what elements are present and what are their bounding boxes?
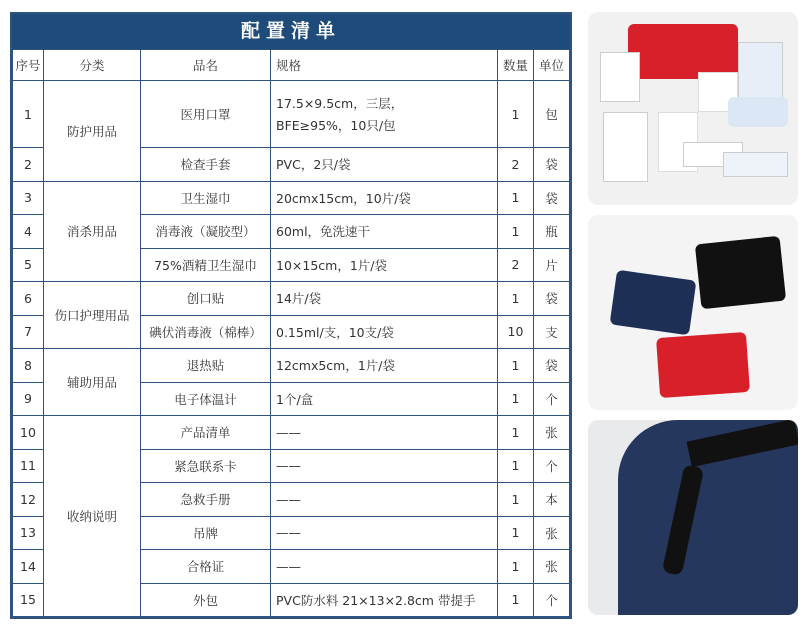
row-unit: 本	[534, 483, 570, 517]
row-name: 创口贴	[141, 282, 271, 316]
row-no: 8	[13, 349, 44, 383]
table-row	[13, 181, 570, 215]
row-qty: 1	[498, 449, 534, 483]
row-no: 6	[13, 282, 44, 316]
row-no: 13	[13, 516, 44, 550]
row-name: 医用口罩	[141, 81, 271, 148]
row-name: 紧急联系卡	[141, 449, 271, 483]
row-qty: 1	[498, 550, 534, 584]
row-name: 碘伏消毒液（棉棒）	[141, 315, 271, 349]
row-unit: 片	[534, 248, 570, 282]
row-unit: 张	[534, 516, 570, 550]
kit-contents-photo	[588, 12, 798, 205]
header-spec: 规格	[271, 50, 498, 81]
row-unit: 袋	[534, 181, 570, 215]
row-unit: 个	[534, 382, 570, 416]
row-spec: 12cmx5cm，1片/袋	[271, 349, 498, 383]
row-spec: ——	[271, 550, 498, 584]
row-name: 电子体温计	[141, 382, 271, 416]
row-spec	[271, 81, 498, 148]
row-qty: 1	[498, 349, 534, 383]
spec-line: 17.5×9.5cm，三层，	[276, 96, 404, 111]
row-name: 退热贴	[141, 349, 271, 383]
row-spec: ——	[271, 449, 498, 483]
row-spec: 60ml，免洗速干	[271, 215, 498, 249]
row-name: 吊牌	[141, 516, 271, 550]
row-no: 9	[13, 382, 44, 416]
row-qty: 1	[498, 516, 534, 550]
table-title: 配置清单	[12, 14, 570, 49]
row-unit: 瓶	[534, 215, 570, 249]
table-row	[13, 282, 570, 316]
row-spec: ——	[271, 516, 498, 550]
row-unit: 袋	[534, 282, 570, 316]
row-qty: 1	[498, 382, 534, 416]
row-unit: 包	[534, 81, 570, 148]
row-qty: 2	[498, 248, 534, 282]
row-unit: 袋	[534, 349, 570, 383]
spec-line: BFE≥95%，10只/包	[276, 118, 396, 133]
row-unit: 张	[534, 416, 570, 450]
row-unit: 张	[534, 550, 570, 584]
config-list-table	[10, 12, 572, 619]
row-no: 15	[13, 583, 44, 617]
row-qty: 1	[498, 215, 534, 249]
row-no: 1	[13, 81, 44, 148]
zipper-closeup-photo	[588, 420, 798, 615]
row-no: 3	[13, 181, 44, 215]
row-spec: 1个/盒	[271, 382, 498, 416]
header-no: 序号	[13, 50, 44, 81]
row-no: 4	[13, 215, 44, 249]
row-name: 消毒液（凝胶型）	[141, 215, 271, 249]
row-spec: ——	[271, 483, 498, 517]
row-name: 外包	[141, 583, 271, 617]
header-qty: 数量	[498, 50, 534, 81]
row-spec: 20cmx15cm，10片/袋	[271, 181, 498, 215]
row-unit: 个	[534, 583, 570, 617]
row-name: 检查手套	[141, 148, 271, 182]
row-qty: 1	[498, 583, 534, 617]
header-unit: 单位	[534, 50, 570, 81]
row-no: 10	[13, 416, 44, 450]
row-no: 12	[13, 483, 44, 517]
row-no: 2	[13, 148, 44, 182]
row-category: 伤口护理用品	[44, 282, 141, 349]
bags-photo	[588, 215, 798, 410]
row-spec: 10×15cm，1片/袋	[271, 248, 498, 282]
row-qty: 1	[498, 282, 534, 316]
table-row	[13, 349, 570, 383]
header-name: 品名	[141, 50, 271, 81]
table-row	[13, 81, 570, 148]
row-name: 卫生湿巾	[141, 181, 271, 215]
row-category: 收纳说明	[44, 416, 141, 617]
row-no: 5	[13, 248, 44, 282]
row-qty: 10	[498, 315, 534, 349]
row-spec: PVC防水料 21×13×2.8cm 带提手	[271, 583, 498, 617]
row-unit: 袋	[534, 148, 570, 182]
row-unit: 个	[534, 449, 570, 483]
row-no: 14	[13, 550, 44, 584]
header-row	[13, 50, 570, 81]
row-name: 75%酒精卫生湿巾	[141, 248, 271, 282]
row-category: 辅助用品	[44, 349, 141, 416]
row-name: 合格证	[141, 550, 271, 584]
row-qty: 2	[498, 148, 534, 182]
row-qty: 1	[498, 416, 534, 450]
row-category: 消杀用品	[44, 181, 141, 282]
row-qty: 1	[498, 181, 534, 215]
row-spec: 0.15ml/支，10支/袋	[271, 315, 498, 349]
header-category: 分类	[44, 50, 141, 81]
row-spec: PVC，2只/袋	[271, 148, 498, 182]
row-qty: 1	[498, 483, 534, 517]
row-spec: ——	[271, 416, 498, 450]
table-row	[13, 416, 570, 450]
row-name: 急救手册	[141, 483, 271, 517]
row-qty: 1	[498, 81, 534, 148]
row-unit: 支	[534, 315, 570, 349]
row-spec: 14片/袋	[271, 282, 498, 316]
row-no: 7	[13, 315, 44, 349]
row-category: 防护用品	[44, 81, 141, 182]
row-name: 产品清单	[141, 416, 271, 450]
row-no: 11	[13, 449, 44, 483]
